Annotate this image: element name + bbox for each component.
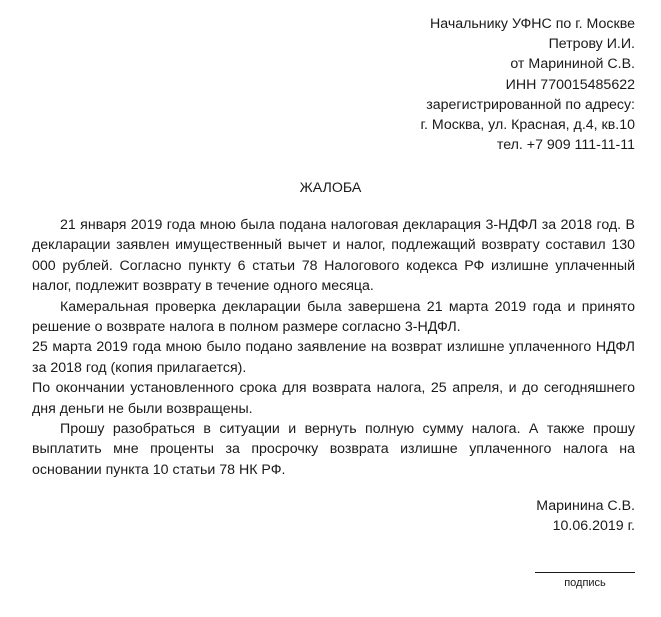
sender-address-label: зарегистрированной по адресу:	[426, 96, 635, 113]
addressee-block	[421, 14, 635, 155]
paragraph-deadline: По окончании установленного срока для возврата налога, 25 апреля, и до сегодняшнего дня деньги не были возвращены.	[32, 380, 635, 417]
addressee-line: Начальнику УФНС по г. Москве	[430, 16, 635, 32]
sender-address: г. Москва, ул. Красная, д.4, кв.10	[420, 117, 635, 134]
signer-name: Маринина С.В.	[536, 498, 635, 514]
sender-phone: тел. +7 909 111-11-11	[496, 137, 635, 154]
sender-line: от Марининой С.В.	[510, 56, 635, 73]
paragraph-declaration: 21 января 2019 года мною была подана налоговая декларация 3-НДФЛ за 2018 год. В декларации заявлен имущественный вычет и налог, подлежащий возврату составил 130 000 рублей. Согласно пункту 6 статьи 78 Налогового кодекса РФ излишне уплаченный налог, подлежит возврату в течение одного месяца.	[32, 217, 635, 295]
sender-inn: ИНН 770015485622	[505, 76, 635, 93]
signature-block	[536, 496, 635, 537]
signature-date: 10.06.2019 г.	[552, 518, 635, 535]
signature-caption: подпись	[564, 577, 606, 589]
paragraph-audit: Камеральная проверка декларации была завершена 21 марта 2019 года и принято решение о возврате налога в полном размере согласно 3-НДФЛ.	[32, 298, 635, 336]
addressee-name: Петрову И.И.	[548, 36, 635, 53]
complaint-body	[32, 215, 635, 480]
paragraph-application: 25 марта 2019 года мною было подано заявление на возврат излишне уплаченного НДФЛ за 2018 год (копия прилагается).	[32, 339, 635, 376]
paragraph-request: Прошу разобраться в ситуации и вернуть полную сумму налога. А также прошу выплатить мне проценты за просрочку возврата излишне уплаченного налога на основании пункта 10 статьи 78 НК РФ.	[32, 421, 635, 478]
document-title: ЖАЛОБА	[299, 180, 362, 196]
signature-line	[535, 572, 635, 573]
